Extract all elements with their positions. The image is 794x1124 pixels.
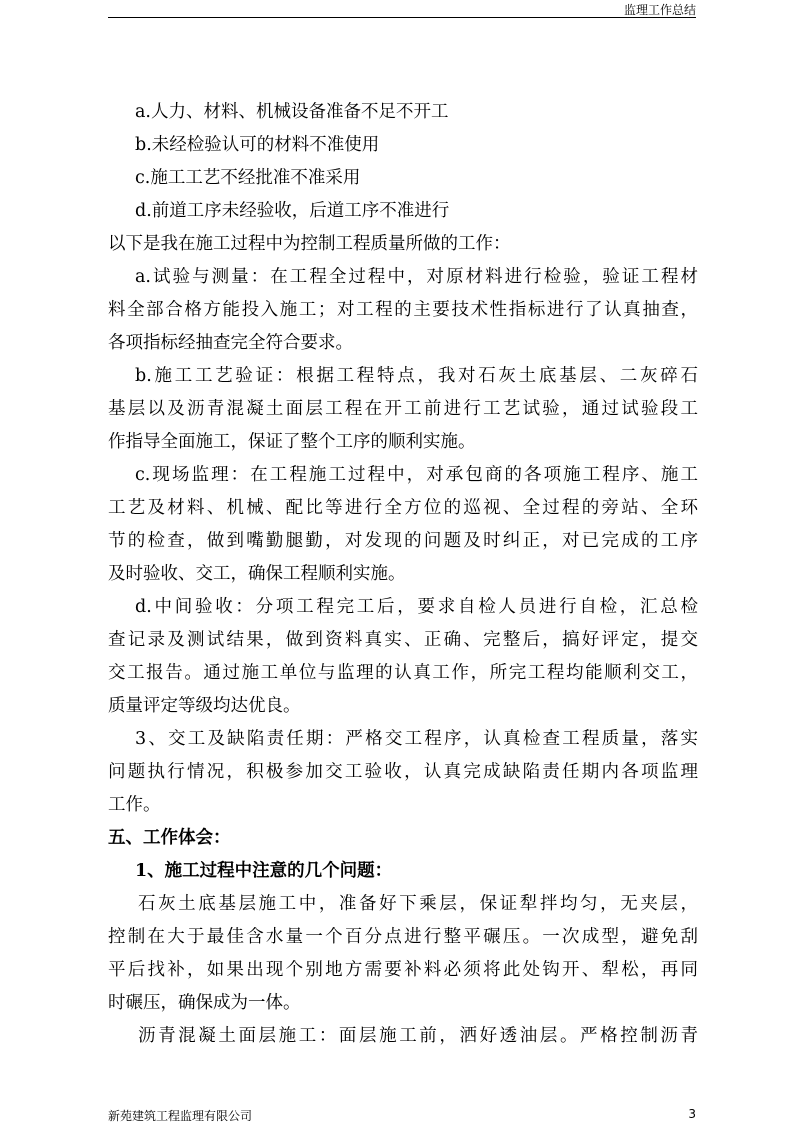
paragraph-line: 节的检查，做到嘴勤腿勤，对发现的问题及时纠正，对已完成的工序	[108, 531, 698, 551]
paragraph-line: 工作。	[108, 795, 161, 815]
paragraph-line: a.试验与测量：在工程全过程中，对原材料进行检验，验证工程材	[135, 267, 698, 287]
subsection-heading: 1、施工过程中注意的几个问题：	[135, 861, 393, 881]
paragraph-line: 各项指标经抽查完全符合要求。	[108, 333, 353, 353]
paragraph-line: 时碾压，确保成为一体。	[108, 993, 301, 1013]
section-heading: 五、工作体会：	[108, 828, 231, 848]
paragraph-line: 以下是我在施工过程中为控制工程质量所做的工作：	[108, 234, 511, 254]
paragraph-line: 交工报告。通过施工单位与监理的认真工作，所完工程均能顺利交工，	[108, 663, 698, 683]
paragraph-line: 问题执行情况，积极参加交工验收，认真完成缺陷责任期内各项监理	[108, 762, 698, 782]
paragraph-line: b.施工工艺验证：根据工程特点，我对石灰土底基层、二灰碎石	[135, 366, 698, 386]
paragraph-line: 工艺及材料、机械、配比等进行全方位的巡视、全过程的旁站、全环	[108, 498, 698, 518]
paragraph-line: 控制在大于最佳含水量一个百分点进行整平碾压。一次成型，避免刮	[108, 927, 698, 947]
page-footer	[108, 1107, 696, 1121]
paragraph-line: 查记录及测试结果，做到资料真实、正确、完整后，搞好评定，提交	[108, 630, 698, 650]
paragraph-line: 基层以及沥青混凝土面层工程在开工前进行工艺试验，通过试验段工	[108, 399, 698, 419]
paragraph-line: 及时验收、交工，确保工程顺利实施。	[108, 564, 406, 584]
paragraph-line: 质量评定等级均达优良。	[108, 696, 301, 716]
paragraph-line: a.人力、材料、机械设备准备不足不开工	[135, 102, 449, 122]
paragraph-line: c.施工工艺不经批准不准采用	[135, 168, 361, 188]
page-header	[108, 0, 696, 18]
document-body	[108, 96, 698, 1053]
paragraph-line: 作指导全面施工，保证了整个工序的顺利实施。	[108, 432, 476, 452]
paragraph-line: b.未经检验认可的材料不准使用	[135, 135, 380, 155]
paragraph-line: 平后找补，如果出现个别地方需要补料必须将此处钩开、犁松，再同	[108, 960, 698, 980]
paragraph-line: d.中间验收：分项工程完工后，要求自检人员进行自检，汇总检	[135, 597, 698, 617]
paragraph-line: c.现场监理：在工程施工过程中，对承包商的各项施工程序、施工	[135, 465, 698, 485]
paragraph-line: 沥青混凝土面层施工：面层施工前，洒好透油层。严格控制沥青	[138, 1026, 698, 1046]
footer-company: 新苑建筑工程监理有限公司	[108, 1109, 253, 1123]
page-number: 3	[688, 1107, 696, 1121]
paragraph-line: 石灰土底基层施工中，准备好下乘层，保证犁拌均匀，无夹层，	[138, 894, 698, 914]
paragraph-line: 3、交工及缺陷责任期：严格交工程序，认真检查工程质量，落实	[135, 729, 698, 749]
paragraph-line: d.前道工序未经验收，后道工序不准进行	[135, 201, 450, 221]
header-title: 监理工作总结	[623, 3, 696, 17]
paragraph-line: 料全部合格方能投入施工；对工程的主要技术性指标进行了认真抽查，	[108, 300, 698, 320]
